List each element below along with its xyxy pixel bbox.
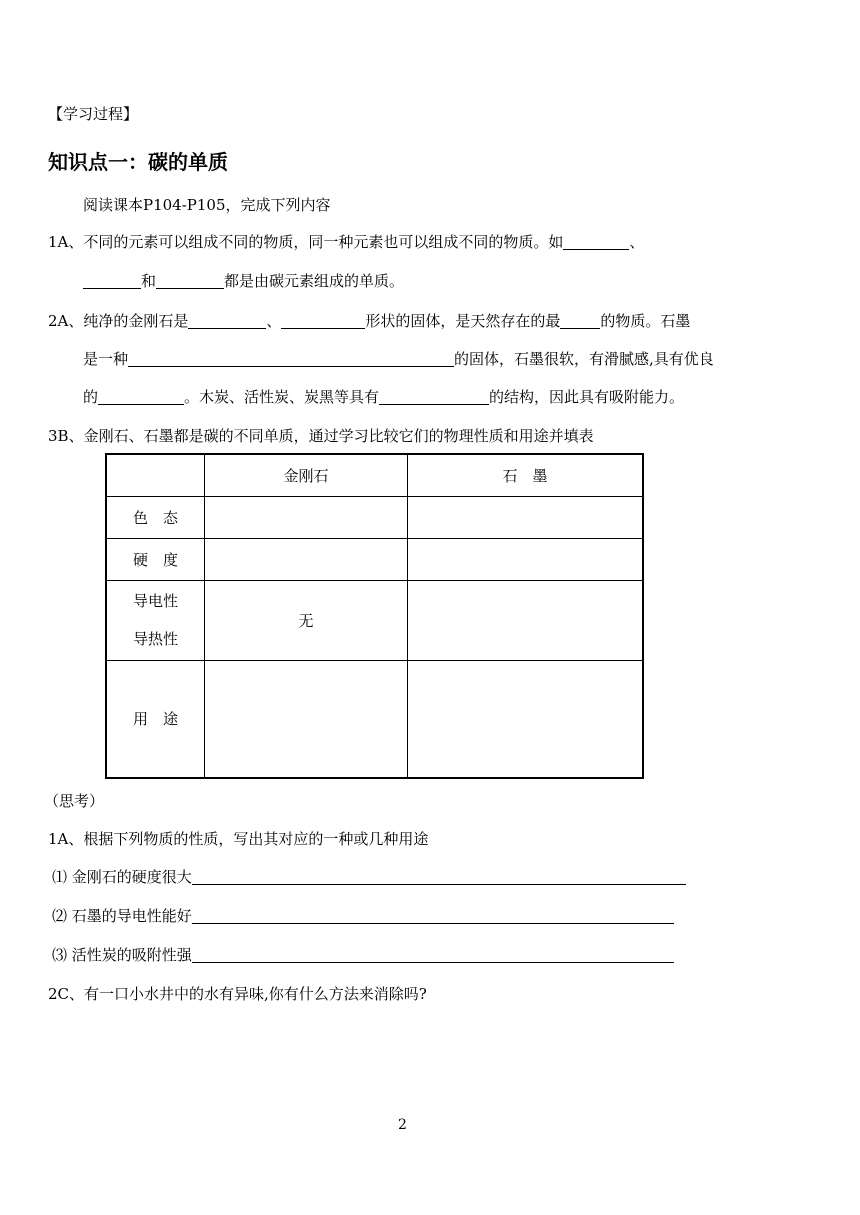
- row-label-color-state: 色 态: [106, 496, 205, 538]
- question-2a-line1: [48, 310, 690, 331]
- table-cell-answer[interactable]: [408, 496, 644, 538]
- thinking-item: [52, 905, 674, 926]
- table-row: [106, 580, 643, 660]
- knowledge-point-title: 知识点一：碳的单质: [48, 150, 228, 174]
- thinking-question-2c: 2C、有一口小水井中的水有异味,你有什么方法来消除吗?: [48, 985, 427, 1003]
- row-label-conductivity: [106, 580, 205, 660]
- thinking-item: [52, 866, 686, 887]
- table-header-graphite: 石 墨: [408, 454, 644, 496]
- answer-blank[interactable]: [281, 312, 365, 329]
- table-cell-answer[interactable]: [205, 496, 408, 538]
- question-2a-line2: [83, 348, 714, 369]
- question-3b: 3B、金刚石、石墨都是碳的不同单质，通过学习比较它们的物理性质和用途并填表: [48, 427, 594, 445]
- answer-blank[interactable]: [192, 868, 686, 885]
- answer-blank[interactable]: [128, 350, 454, 367]
- and-word: 和: [141, 272, 157, 290]
- answer-blank[interactable]: [188, 312, 266, 329]
- answer-blank[interactable]: [560, 312, 600, 329]
- answer-blank[interactable]: [156, 272, 224, 289]
- table-row: [106, 538, 643, 580]
- answer-blank[interactable]: [192, 946, 674, 963]
- question-2a-line3-middle: 。木炭、活性炭、炭黑等具有: [184, 388, 380, 406]
- table-cell-answer[interactable]: [408, 580, 644, 660]
- question-1a-line1: [48, 231, 644, 252]
- row-label-hardness: 硬 度: [106, 538, 205, 580]
- row-label-electrical: 导电性: [132, 592, 178, 610]
- answer-blank[interactable]: [379, 388, 489, 405]
- separator: 、: [629, 233, 645, 251]
- reading-instruction: 阅读课本P104-P105，完成下列内容: [83, 196, 331, 214]
- table-cell-answer[interactable]: [408, 538, 644, 580]
- row-label-usage: 用 途: [106, 660, 205, 778]
- page-number: 2: [398, 1117, 407, 1133]
- thinking-item-text: ⑶ 活性炭的吸附性强: [52, 946, 192, 964]
- answer-blank[interactable]: [563, 233, 629, 250]
- question-2a-prefix: 2A、纯净的金刚石是: [48, 312, 189, 330]
- table-row: [106, 496, 643, 538]
- diamond-conductivity-value: 无: [205, 580, 408, 660]
- separator: 、: [266, 312, 282, 330]
- table-cell-answer[interactable]: [205, 660, 408, 778]
- question-1a-text: 1A、不同的元素可以组成不同的物质，同一种元素也可以组成不同的物质。如: [48, 233, 564, 251]
- thinking-item: [52, 944, 674, 965]
- question-2a-line3: [83, 386, 684, 407]
- question-1a-end: 都是由碳元素组成的单质。: [224, 272, 405, 290]
- table-row: [106, 660, 643, 778]
- thinking-item-text: ⑴ 金刚石的硬度很大: [52, 868, 192, 886]
- question-2a-line2-suffix: 的固体，石墨很软，有滑腻感,具有优良: [454, 350, 714, 368]
- answer-blank[interactable]: [192, 907, 674, 924]
- table-header-empty: [106, 454, 205, 496]
- question-1a-line2: [83, 270, 404, 291]
- table-header-diamond: 金刚石: [205, 454, 408, 496]
- question-2a-shape: 形状的固体，是天然存在的最: [365, 312, 561, 330]
- question-2a-line2-prefix: 是一种: [83, 350, 129, 368]
- thinking-item-text: ⑵ 石墨的导电性能好: [52, 907, 192, 925]
- row-label-thermal: 导热性: [132, 630, 178, 648]
- answer-blank[interactable]: [98, 388, 184, 405]
- table-cell-answer[interactable]: [205, 538, 408, 580]
- thinking-label: （思考）: [44, 792, 105, 810]
- question-2a-substance: 的物质。石墨: [600, 312, 691, 330]
- section-heading: 【学习过程】: [48, 105, 139, 123]
- thinking-question-1a: 1A、根据下列物质的性质，写出其对应的一种或几种用途: [48, 830, 429, 848]
- question-2a-line3-prefix: 的: [83, 388, 99, 406]
- comparison-table: [105, 453, 644, 779]
- answer-blank[interactable]: [83, 272, 141, 289]
- question-2a-line3-suffix: 的结构，因此具有吸附能力。: [489, 388, 685, 406]
- table-cell-answer[interactable]: [408, 660, 644, 778]
